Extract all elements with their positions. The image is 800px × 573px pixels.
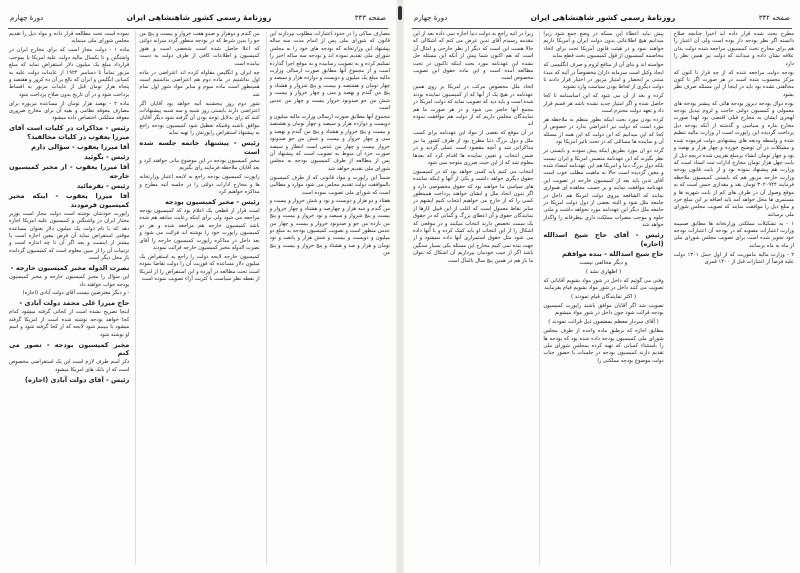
right-page-columns [410, 31, 794, 565]
paragraph: زیرا در آتیه راجع به دولت دنیا اجازه نمی داده بعد از این مقدمه رسیدم آقای تدین عرض می کنم که اشکالی که حالا هست این است که دیگر از نظر خارجی و امثال آن است که هم اکنون شما پیش از آنکه این مسئله حل نشده این عهدنامه مورد بحث اینکه تاکنون در تحت مطالعه آمده است و این ماده حقوق این تصویب مخصوص است [413, 31, 534, 82]
speaker-line: رئیس - آقای حاج شیخ اسدالله (اجازه) [543, 231, 664, 248]
right-page [404, 0, 800, 573]
speaker-line: رئیس - بفرمائید [76, 181, 130, 190]
paragraph: مجموع آنها مطابق صورت ارسالی وزارت مالیه میلیون و دویست و دوازده هزار و سیصد و چهار تومان و هشتصد و بیست و پنج خروار و هشتاد و پنج من گندم و نهصد و سی و چهار خروار و بیست و شش من جو صدونود خروار بیست و چهار من عدس است انتظار و سیصد صورت جزء آن منوط به تصویب است که پیشنهاد آن پس از مطالعه از طرف کمیسیون بودجه به مجلس شورای ملی تقدیم خواهد شد [269, 113, 390, 172]
left-page [0, 0, 396, 573]
speaker-line: آقا میرزا یعقوب - اینکه مخبر کمیسیون فرمودند [9, 192, 130, 209]
paragraph: راپورت کمیسیون بودجه راجع به لایحه اعتبار وزارتخانه ها و مخارج ادارات دولتی را در جلسه آتیه مطرح و مذاکره خواهیم کرد [139, 174, 260, 195]
paragraph: ضمناً این راپورت و مواد قانونی که از طرف کمیسیون بالموافقت دولت تقدیم مجلس می شود موارد و مطالبی است که شورای ملی تصویب نموده است [269, 174, 390, 196]
centered-note: ( آقای سردار معظم بمضمون ذیل قرائت نمودند ) [548, 319, 659, 326]
left-page-columns [6, 31, 390, 565]
centered-note: و دیگر مخالفی نیست [579, 259, 628, 266]
paragraph: - و دیگر معترضین نیست آقای دولت آبادی (اجازه) [22, 290, 130, 297]
paragraph: ۱ - به تشکیلات مملکتی وزارتخانه ها مطابق ضمیمه وزارت اعتبارات مصوبه که در بودجه آن اعتبارات بودجه خود تجویز شده است برای تصویب مجلس شورای ملی از ماه به ماه برسانند [673, 220, 794, 249]
paragraph: من گندم و دوهزار و صدو هفت خروار و بیست و پنج من جو را بدین شرط که در بودجه منظور گردد سرانه دولتی که اعلا حاصل شده است شخصی است و هنوز کمیسیون و اطلاعات کافی از طرف دولت به دست نیامده است [139, 31, 260, 67]
paragraph: بودجه دولت مراجعه شده که از چه قرار تا کنون که مرکز محسوب شده است در هر صورت اگر تا کنون مخالفتی نشده بود باید در اینجا از این مسئله صرف نظر بشود [673, 69, 794, 98]
paragraph: هفتاد و دو هزار و دویست و نود و شش خروار و بیست و من گندم و سه هزار و چهارصد و هشتاد و چهار خروار و بیست و پنج شروار و سیصد و نود خروار و بیست و پنج من بازده من جو و صدونود خروار و بیست و چهار من عدس منظور است و تصویب کمیسیون بودجه به مبلغ دو میلیون و دویست و بیست و شش هزار و پانصد و نود تومان و هزار و صد و هشتاد و پنج خروار و بیست و پنج من [269, 198, 390, 257]
paragraph: وقتی می گوئیم که داخل در شور مواد بشویم آقایانی که تصویب می کنند داخل در شور مواد بشویم قیام بفرمایند [543, 277, 664, 292]
page-gutter [396, 0, 404, 573]
centered-note: ( اکثر نمایندگان قیام نمودند ) [570, 293, 637, 300]
paragraph: انتخاب می کنیم باید کسی خواهد بود که در کمیسیون حقوق دیگری خواهد داشت و یکی از آنها و اینکه نماینده های سیاسی ما خواهند بود که حقوق مخصوصی دارد و اگر بدون اتحاد ملل و ایشان خواهند پرداخت همینطور کسی را که از خارج می خواهیم انتخاب کنیم ایشهم در سایر نقاط معمول است که اغلب از این قبیل کارها از نمایندگان حقوق و آن اعطای بزرگ و گمانی که در حقوق یک سمت تخصص دارند انتخاب میکنند و در موقعی که اشکال را از این انتخاب او باید کمک کرده و با آنها داده می شود مثل حقوق استمراری آنها داده نمیشود و از جهت بنده نمی کنیم مخارج این مسئله یکی بسیار سنگین باشد اگر از جیب خودمان بپردازیم آن اشکال که بتوان ما باز هم در همین پنج سال بالمآل است [413, 168, 534, 264]
paragraph: تصویب شد اگر آقایان موافق باشند راپورت کمیسیون بودجه قرائت شود چون داخل در شور مواد میشویم [543, 302, 664, 317]
left-col-2 [135, 31, 259, 565]
right-page-session: دورهٔ چهارم [414, 14, 448, 22]
speaker-line: آقا میرزا یعقوب - سؤالی دارم [31, 143, 130, 152]
centered-note: ( اظهاری نشد ) [585, 268, 622, 275]
paragraph: بوده دوال بودجه دیروز بودجه هائی که پیشتر بودجه های معمولی و کمسیون دولتی حاجت و لزوم تبدیل بودجه لهجری ایشان به مخارج قبلی اقتضی بود لهذا صورت مخارج ماره و سیاسی و گذشته از آنکه بودجه ذیل پرداخت گردیده این راپورت است از وزارت مالیه تنظیم شده و واسطه ودیعه های پیشنهادی دولت فرموده شده و مشکلات در آن توضیح خورده و چهار هزار و نهصد و نود و چهار تومان انشاء برمبلغ تقریبی شده دریچه ذیل از بابت چهل هزار تومان مخارج ادارات ثبت اسناد است که وزارت هم پیشنهاد نموده بود و از بابت قانون بودجه وزارت خارجه مزبور هم که بایستی کمیسیون ملاحظه فرمایند ۳۰۲۰۹۴۴ تومان نقد و مقداری جنس است که به موقع وصول آن در ظرف های کم از بابت شهریه ها و مستمری ها محل خواهد آمد باید اضافه بر این مبلغ خرد و مبلغ ذیل را موافقت نمایند که تصویب مجلس شورای ملی برسانند [673, 100, 794, 218]
speaker-line: رئیس - آقای دولت آبادی (اجازه) [24, 375, 130, 384]
paragraph: مخبر کمیسیون بودجه در این موضوع بیانی خواهند کرد و بعد آقایان ملاحظه فرمایند رای بگیریم [139, 157, 260, 172]
paragraph: ماده ۲ - نهصد هزار تومان از مساعده مزبوره برای مصارف معوقه نظامی و بقیه آن برای مخارج ضروری معوقه مملکتی اختصاص داده میشود [9, 100, 130, 122]
right-col-2 [539, 31, 663, 565]
right-page-header [414, 12, 790, 24]
left-page-title: روزنامهٔ رسمی کشور شاهنشاهی ایران [126, 13, 272, 22]
binding-mark [398, 6, 402, 20]
paragraph: پیش نباید اعطاء این بسکه در وضع جمع شود زیرا میدانیم هیچ اطلاعاتی بدون دولت ایران و امریکا داریم خواهند نمود و در هیئت قانون آمریکا تحت برای اتخاذ مخاصمه کمیسیون از قول کمیسیون بحث قطع نماید [543, 31, 664, 60]
speaker-line: رئیس - بگوئید [84, 153, 130, 162]
left-page-number: صفحه ۳۴۳ [354, 14, 386, 22]
paragraph: ماده ۱ - دولت مجاز است که برای مخارج ایران در واشنگتن و تا یکسال مالیه دولت علیه امریکا یا بموجب قرارداد مبلغ یک میلیون دلار استقراض نماید که مبلغ مزبور تماماً تا دسامبر ۱۹۲۴ از عایدات دولت علیه به کمپانی انگلیس و ایران که بالغ بر آن ده کرور و هفتصد و پنجاه هزار تومان قبل از عایدات مزبور به اقساط پرداخت شود و در آن تاریخ بدون صلاح پرداخت شود [9, 47, 130, 98]
paragraph: کمیسیون خارجه لایحه دولت را راجع به استقراض یک میلیون دلار مساعده که فوریت آن را دولت تقاضا نموده است تحت مطالعه در آورده و این استقراض را از امریکا از نقطه نظر سیاست با کثریت آراء تصویب نموده است [139, 253, 260, 283]
paragraph: مطابق اجازه که برطبق ماده واحده از طرف مجلس شورای ملی کمیسیون بودجه داده شده بود که بودجه ها را باستثناء کسانی که تهیه کرده بمجلس شورای ملی تقدیم دارند کمیسیون بودجه در جلسات با حضور جناب دولت موضوع بودجه مملکتی را [543, 328, 664, 364]
paragraph: کرده بودن مورد بحث اینکه بطور منظم به ملاحظه هر مورد است که دولت نیز اعتراضی ندارد در خصوص از کجا که این میدانیم که این دولت که این همه از مسئله آن و نماینده ها مسائلی که در تحت تاثیر امریکا بود [543, 116, 664, 146]
left-page-session: دورهٔ چهارم [10, 14, 44, 22]
paragraph: است قرار از قطعی یک اعلام بود که کمیسیون بودجه مراجعه می شود ولی برای اینکه رعایت سابقه هم شده باشد کمیسیون خارجه هم مراجعه شده و هر دو کمیسیون راپورت خود را نوشته اند قرائت می شود و بعد داخل در مذاکره راپورت کمیسیون خارجه را آقای نصرت الدوله مخبر کمیسیون خارجه قرائت نمودند [139, 208, 260, 252]
paragraph: راپورت خودشان نوشته است دولت مجاز است بوزیر مختار ایران در واشنگتن و کمیسیون علیه امریکا اجازه دهد که با نام دولت یک میلیون دلار بعنوان مساعده موقتی استقراض نماید آن قرض معین اجازه است یا بیشتر از اینست و بعد اگر آن تا چه اندازه است و ترتیبات آن را از مبین معلوم است که کمیسیون گردانده باز محل دیگر است [9, 210, 130, 262]
paragraph: مطرح بحث شده قرار داده اید اخیراً چنانچه صلاح دانسته اگر نظر بودجه دار بوده است ولی آن اعتبار را هم برای مخارج تحت کمیسیون مراجعه شده دولت بدان علاقه نشان داده و میدانند که دولت نیز همین نظر را دارد [673, 31, 794, 67]
paragraph: مصارف ساکی را در حدود اعتبارات مطلوب بپردازند این قانون که شورای ملی پس از اتمام مدت سه ساله پیشنهاد این وزارتخانه که بودجه های خود را به مجلس شورای ملی تقدیم نموده اند و بودجه سه ساله اخیر را تسلیم کرده و به تصویب رسانیده و به موقع اجرا گذارده است و از مجموع آنها مطابق صورت ارسالی وزارت مالیه مبلغ یک میلیون و دویست و دوازده هزار و سیصد و چهار تومان و هشتصد و بیست و پنج شروار و هشتاد و پنج من گندم و نهصد و سی و چهار خروار و بیست و شش من جو صدونود خروار بیست و چهار من عدس است [269, 31, 390, 112]
left-col-1 [266, 31, 390, 565]
left-page-header [10, 12, 386, 24]
speaker-line: رئیس - مخبر کمیسیون بودجه [164, 197, 260, 206]
speaker-line: حاج میرزا علی محمد دولت آبادی - [19, 299, 130, 308]
right-col-3 [410, 31, 533, 565]
speaker-line: رئیس - پیشنهاد خاتمه جلسه شده است [139, 139, 260, 156]
paragraph: اینجا تصریح نشده است از کجائی گرفته میشود کدام کجا خواهد بودجه نوشته شده است از امریکا گرفته میشود با ببینیم شود لایحه که از کجا گرفته شود و اسم او نوشته شود [9, 309, 130, 338]
paragraph: ذکر اسم طرف لازم است این یک استقراضی مخصوص است که از بانک های امریکا میشود [9, 359, 130, 373]
right-col-1 [670, 31, 794, 565]
paragraph: این سؤال را مخبر کمیسیون خارجه و مخبر کمیسیون بودجه جواب خواهند داد [9, 274, 130, 288]
paragraph: گردد دو ان مورد بطریق اینکه پیش نمودند و بایستی در نظر بگیرند که این عهدنامه متضمن امریکا و ایران نیست بلکه دول بزرگ دنیا و امریکا هم این عهدنامه امضاء شده و معین گردیده است حالا به ماهیت مطلب خوب است آقای تدین باید بعد از کمیسیون خارجه در تصویب این عهدنامه موافقت نمایند و بر حسب معاهده ای همواری نمایند که الشافعه پیروی دولت امریکا هم داخل در جامعه ملل شود و البته بعضی از دول دولت امریکا در جامعه ملل دیگر این عهدنامه مورد نخواهد داشت و ملتی جلوه و موجب مضرات مملکت داری بیطرفانه را واگذار خواهد شد [543, 148, 664, 229]
paragraph: کرده و بعد از آن می شود که این اساسنامه تا کجا حاصل شده و اگر امتیاز جدید نشده باشد هر قسم قرار داد و تعهد دولت محترم است [543, 93, 664, 115]
speaker-line: رئیس - مذاکرات در کلیات است آقای میرزا یعقوب در کلیات مخالفید؟ [9, 124, 130, 141]
left-col-3 [6, 31, 129, 565]
paragraph: اتحاد ملل مخصوص مرکب در امریکا بر روی همین عهدنامه در هیچ یک از آنها که از کمیسیون نماینده بودند شده است و باید دید که تصویب نماید که دولت امریکا در مجمع آنها حاضر می شود و در هر صورت ما هم نمایندگان مجلس داریم که از دولت هم موافقت نموده اند [413, 84, 534, 128]
paragraph: خواسته اند و بنای آن از منافع لزوم و صرف انگلیسی که ایجاد وکیل است سرمایه داران مخصوصاً در آتیه که مبدء مبتنی بر انحصار و امتیاز مزبور در اختیار قرار دادند تا دولت دیگری از لحاظ بودن سیاست وارد نشوند [543, 62, 664, 91]
speaker-line: حاج شیخ اسدالله - بنده موافقم [561, 249, 664, 258]
paragraph: ۲ - وزارت مالیه ماموریت که از اول حمل ۱۳۰۱ دولت علیه فرضاً از اعتبارات قبل از ۱۴۰۰ قمری [673, 251, 794, 266]
paragraph: نموده است تحت مطالعه قرار داده و مواد ذیل را تقدیم مجلس شورای ملی مینماید [9, 31, 130, 45]
speaker-line: نصرت الدوله مخبر کمیسیون خارجه - [10, 264, 130, 273]
speaker-line: آقا میرزا یعقوب - از مخبر کمیسیون خارجه [9, 163, 130, 180]
speaker-line: مخبر کمیسیون بودجه - تصور می کنم [9, 340, 130, 358]
paragraph: شور دوم روز پنجشنبه آتیه خواهد بود آقایان اگر اعتراضی دارند بایستی روز شنبه و سه شنبه پیشنهادات کنند که رای بدلایل توجه بودن آن گرفته شود دیگر آقایان موافق باشند وقتیکه تعطیل شود کمیسیون بودجه راجع به پیشنهاد استقراض راپورتش را تهیه نماید [139, 100, 260, 137]
right-page-title: روزنامهٔ رسمی کشور شاهنشاهی ایران [530, 13, 676, 22]
paragraph: در آن موقع که بعضی از مواد این عهدنامه برای کسب ملل و دول بزرگ دنیا مطرح بود از طرف کشور ما نیز مذاکراتی شد و آنچه مقصود است عملی گردید و در ضمن انتخاب و تعیین نماینده ها اقدام کرد که بعدها معلوم شد که از این حیث ضرری متوجه نمی شود [413, 130, 534, 166]
header-rule [412, 28, 792, 29]
right-page-number: صفحه ۳۴۲ [758, 14, 790, 22]
paragraph: چه ایران و انگلیس مقاوله کرده اند اعتراضی در ماده اول نداشتیم در ماده دوم هم اعتراضی نداشتیم است همینطور است ماده سوم و سایر مواد شور اول تمام شد [139, 69, 260, 98]
header-rule [8, 28, 388, 29]
